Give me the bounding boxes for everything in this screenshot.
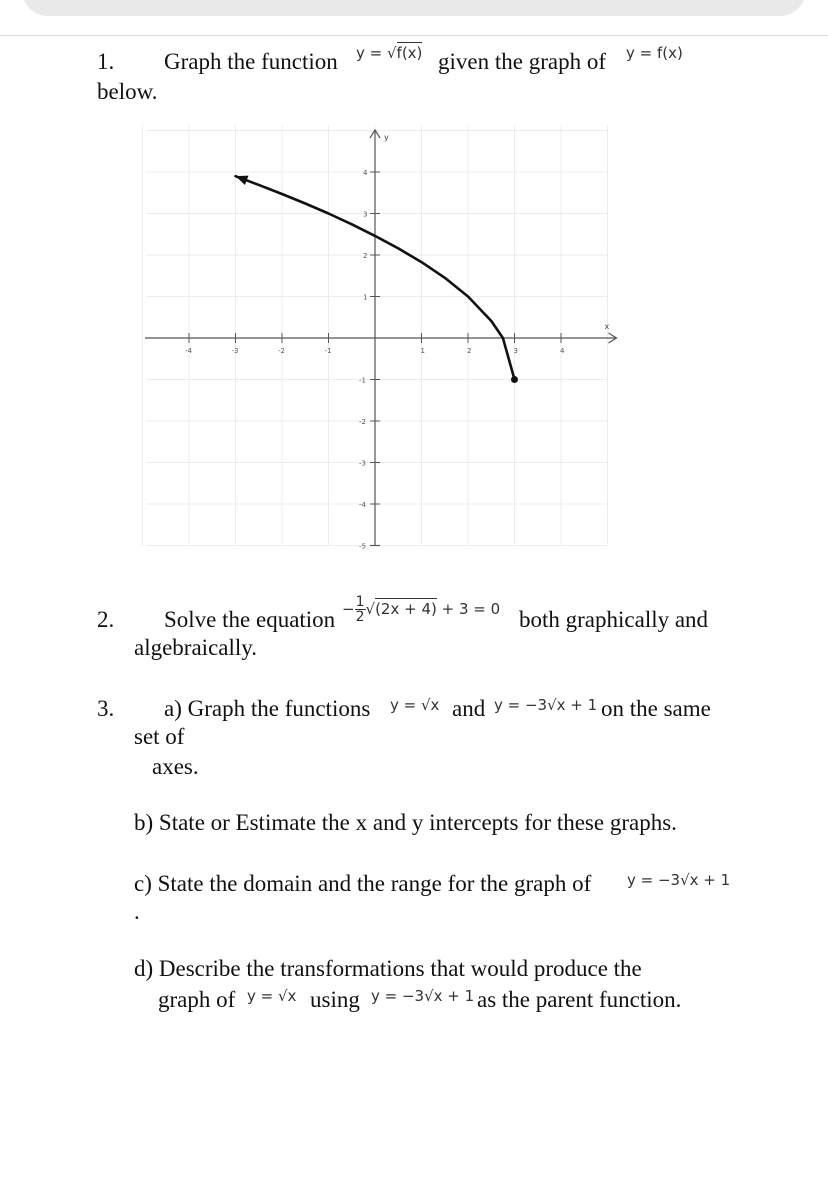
function-graph: [140, 125, 620, 555]
q3d-using: using: [310, 987, 360, 1012]
q3a-text-3: set of: [134, 724, 185, 749]
y-tick-label: -4: [359, 501, 366, 509]
x-tick-label: -3: [231, 347, 239, 355]
q1-text-b: given the graph of: [438, 49, 606, 74]
q3a-math-1: y = √x: [390, 696, 440, 714]
q1-text-a: Graph the function: [164, 49, 338, 74]
x-tick-label: 4: [560, 347, 565, 355]
q3d-text-2b: as the parent function.: [477, 987, 682, 1012]
q3c-period: .: [134, 899, 140, 924]
q3c-math: y = −3√x + 1: [627, 871, 731, 889]
q3c-text: c) State the domain and the range for the graph of: [134, 871, 592, 896]
q3d-math-2: y = −3√x + 1: [371, 987, 475, 1005]
y-tick-label: 3: [363, 210, 368, 219]
y-tick-label: 1: [363, 293, 368, 302]
x-tick-label: -1: [324, 347, 332, 355]
x-tick-label: 2: [467, 347, 472, 355]
y-tick-label: -3: [359, 459, 366, 468]
x-tick-label: 3: [513, 347, 518, 355]
q3d-text-1: d) Describe the transformations that would produce the: [134, 956, 642, 981]
q2-text-c: algebraically.: [134, 635, 258, 660]
curve-arrowhead: [236, 176, 249, 185]
q1-text-c: below.: [97, 79, 158, 104]
y-tick-label: 2: [363, 252, 368, 260]
q1-math-b: y = f(x): [626, 44, 683, 62]
q1-number: 1.: [97, 49, 115, 74]
q3b-text: b) State or Estimate the x and y intercepts for these graphs.: [134, 810, 677, 835]
q2-text-a: Solve the equation: [164, 607, 336, 632]
x-tick-label: -2: [278, 347, 285, 355]
q3a-text-2: on the same: [601, 696, 711, 721]
q2-number: 2.: [97, 607, 115, 632]
y-tick-label: -1: [359, 376, 366, 385]
y-tick-label: -5: [359, 542, 366, 551]
x-tick-label: -4: [185, 347, 192, 355]
y-axis-label: y: [384, 133, 389, 142]
y-tick-label: 4: [363, 169, 368, 177]
q3a-and: and: [452, 696, 486, 721]
q2-text-b: both graphically and: [519, 607, 709, 632]
q1-math-a: y = √f(x): [356, 44, 423, 62]
q2-fraction: $\frac{1}{2}$: [355, 594, 365, 625]
q3a-text-4: axes.: [152, 754, 199, 779]
curve-endpoint: [511, 376, 518, 383]
q3a-text-1: a) Graph the functions: [164, 696, 371, 721]
q2-equation: − $\frac{1}{2}$ √(2x + 4) + 3 = 0: [342, 594, 501, 625]
y-tick-label: -2: [359, 418, 366, 426]
q3-number: 3.: [97, 696, 115, 721]
q3d-text-2a: graph of: [158, 987, 236, 1012]
x-tick-label: 1: [420, 347, 425, 355]
x-axis-label: x: [604, 322, 610, 331]
q3d-math-1: y = √x: [247, 987, 297, 1005]
header-divider: [0, 35, 828, 36]
top-bar: [22, 0, 806, 16]
q3a-math-2: y = −3√x + 1: [494, 696, 598, 714]
